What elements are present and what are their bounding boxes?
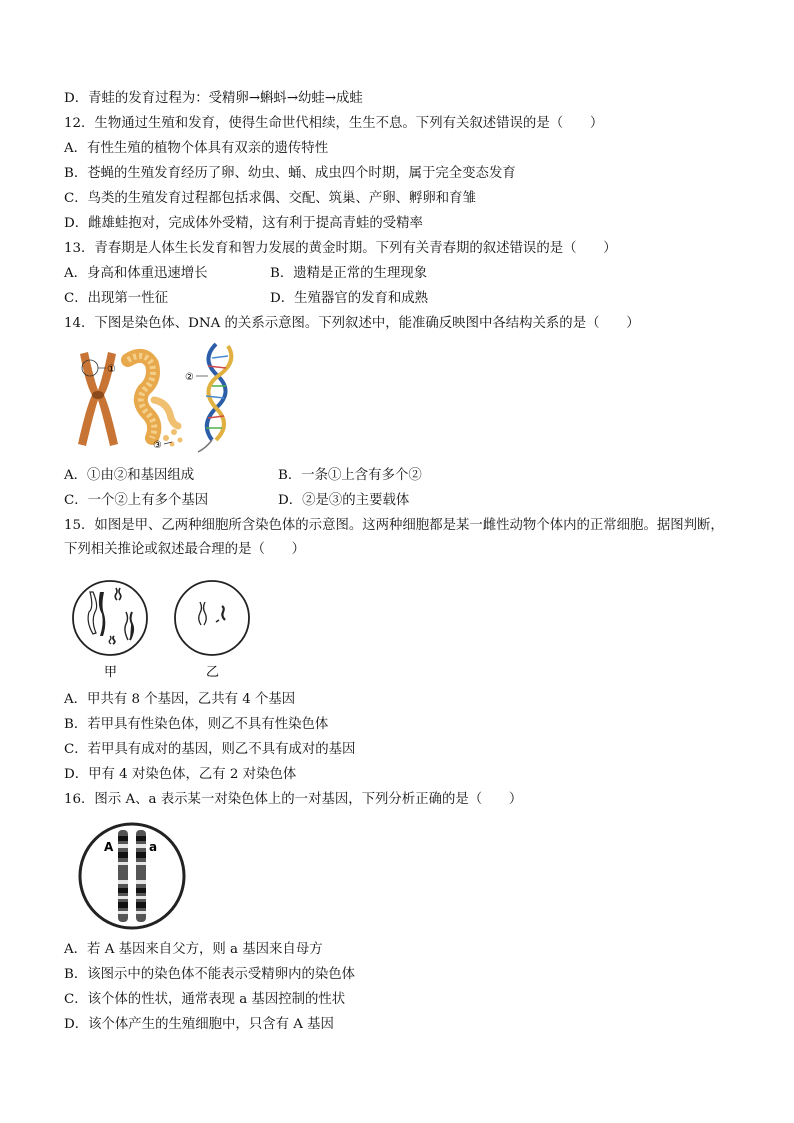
label-1: ① (107, 364, 116, 375)
q14-stem: 14．下图是染色体、DNA 的关系示意图。下列叙述中，能准确反映图中各结构关系的是（ ） (64, 316, 640, 331)
q12-option-c: C．鸟类的生殖发育过程都包括求偶、交配、筑巢、产卵、孵卵和育雏 (64, 191, 476, 206)
q15-option-c: C．若甲具有成对的基因，则乙不具有成对的基因 (64, 742, 356, 757)
q14-option-a: A．①由②和基因组成 (64, 468, 195, 483)
q12-option-d: D．雌雄蛙抱对，完成体外受精，这有利于提高青蛙的受精率 (64, 216, 423, 231)
gene-pair-figure (76, 820, 188, 932)
gene-a-label: a (149, 840, 158, 854)
cell-yi-icon (175, 581, 249, 655)
q16-option-a: A．若 A 基因来自父方，则 a 基因来自母方 (64, 942, 323, 957)
q16-stem: 16．图示 A、a 表示某一对染色体上的一对基因，下列分析正确的是（ ） (64, 792, 523, 807)
q12-option-b: B．苍蝇的生殖发育经历了卵、幼虫、蛹、成虫四个时期，属于完全变态发育 (64, 166, 516, 181)
q13-option-d: D．生殖器官的发育和成熟 (270, 291, 429, 306)
dna-helix-icon (198, 344, 231, 452)
gene-A-label: A (104, 840, 114, 854)
label-3: ③ (153, 440, 162, 451)
cell-jia-icon (73, 581, 147, 655)
q13-option-c: C．出现第一性征 (64, 291, 168, 306)
chromatin-coil-icon (128, 356, 183, 447)
q14-option-b: B．一条①上含有多个② (278, 468, 422, 483)
q16-option-c: C．该个体的性状，通常表现 a 基因控制的性状 (64, 992, 346, 1007)
label-2: ② (185, 372, 194, 383)
q13-stem: 13．青春期是人体生长发育和智力发展的黄金时期。下列有关青春期的叙述错误的是（ ） (64, 241, 617, 256)
q13-option-b: B．遗精是正常的生理现象 (270, 266, 428, 281)
q15-option-b: B．若甲具有性染色体，则乙不具有性染色体 (64, 717, 329, 732)
q15-stem-line1: 15．如图是甲、乙两种细胞所含染色体的示意图。这两种细胞都是某一雌性动物个体内的正常细胞。据图判断， (64, 518, 724, 533)
cell-yi-label: 乙 (206, 665, 220, 680)
cell-jia-label: 甲 (104, 665, 118, 680)
q11-option-d: D．青蛙的发育过程为：受精卵→蝌蚪→幼蛙→成蛙 (64, 91, 363, 106)
q14-option-d: D．②是③的主要载体 (278, 493, 410, 508)
q12-option-a: A．有性生殖的植物个体具有双亲的遗传特性 (64, 141, 329, 156)
chromosome-dna-figure (66, 340, 236, 460)
q16-option-d: D．该个体产生的生殖细胞中，只含有 A 基因 (64, 1017, 334, 1032)
cells-figure (66, 574, 266, 684)
q13-option-a: A．身高和体重迅速增长 (64, 266, 208, 281)
q16-option-b: B．该图示中的染色体不能表示受精卵内的染色体 (64, 967, 356, 982)
q15-option-a: A．甲共有 8 个基因，乙共有 4 个基因 (64, 692, 296, 707)
q15-stem-line2: 下列相关推论或叙述最合理的是（ ） (64, 542, 306, 557)
q12-stem: 12．生物通过生殖和发育，使得生命世代相续，生生不息。下列有关叙述错误的是（ ） (64, 116, 604, 131)
q15-option-d: D．甲有 4 对染色体，乙有 2 对染色体 (64, 767, 297, 782)
q14-option-c: C．一个②上有多个基因 (64, 493, 209, 508)
